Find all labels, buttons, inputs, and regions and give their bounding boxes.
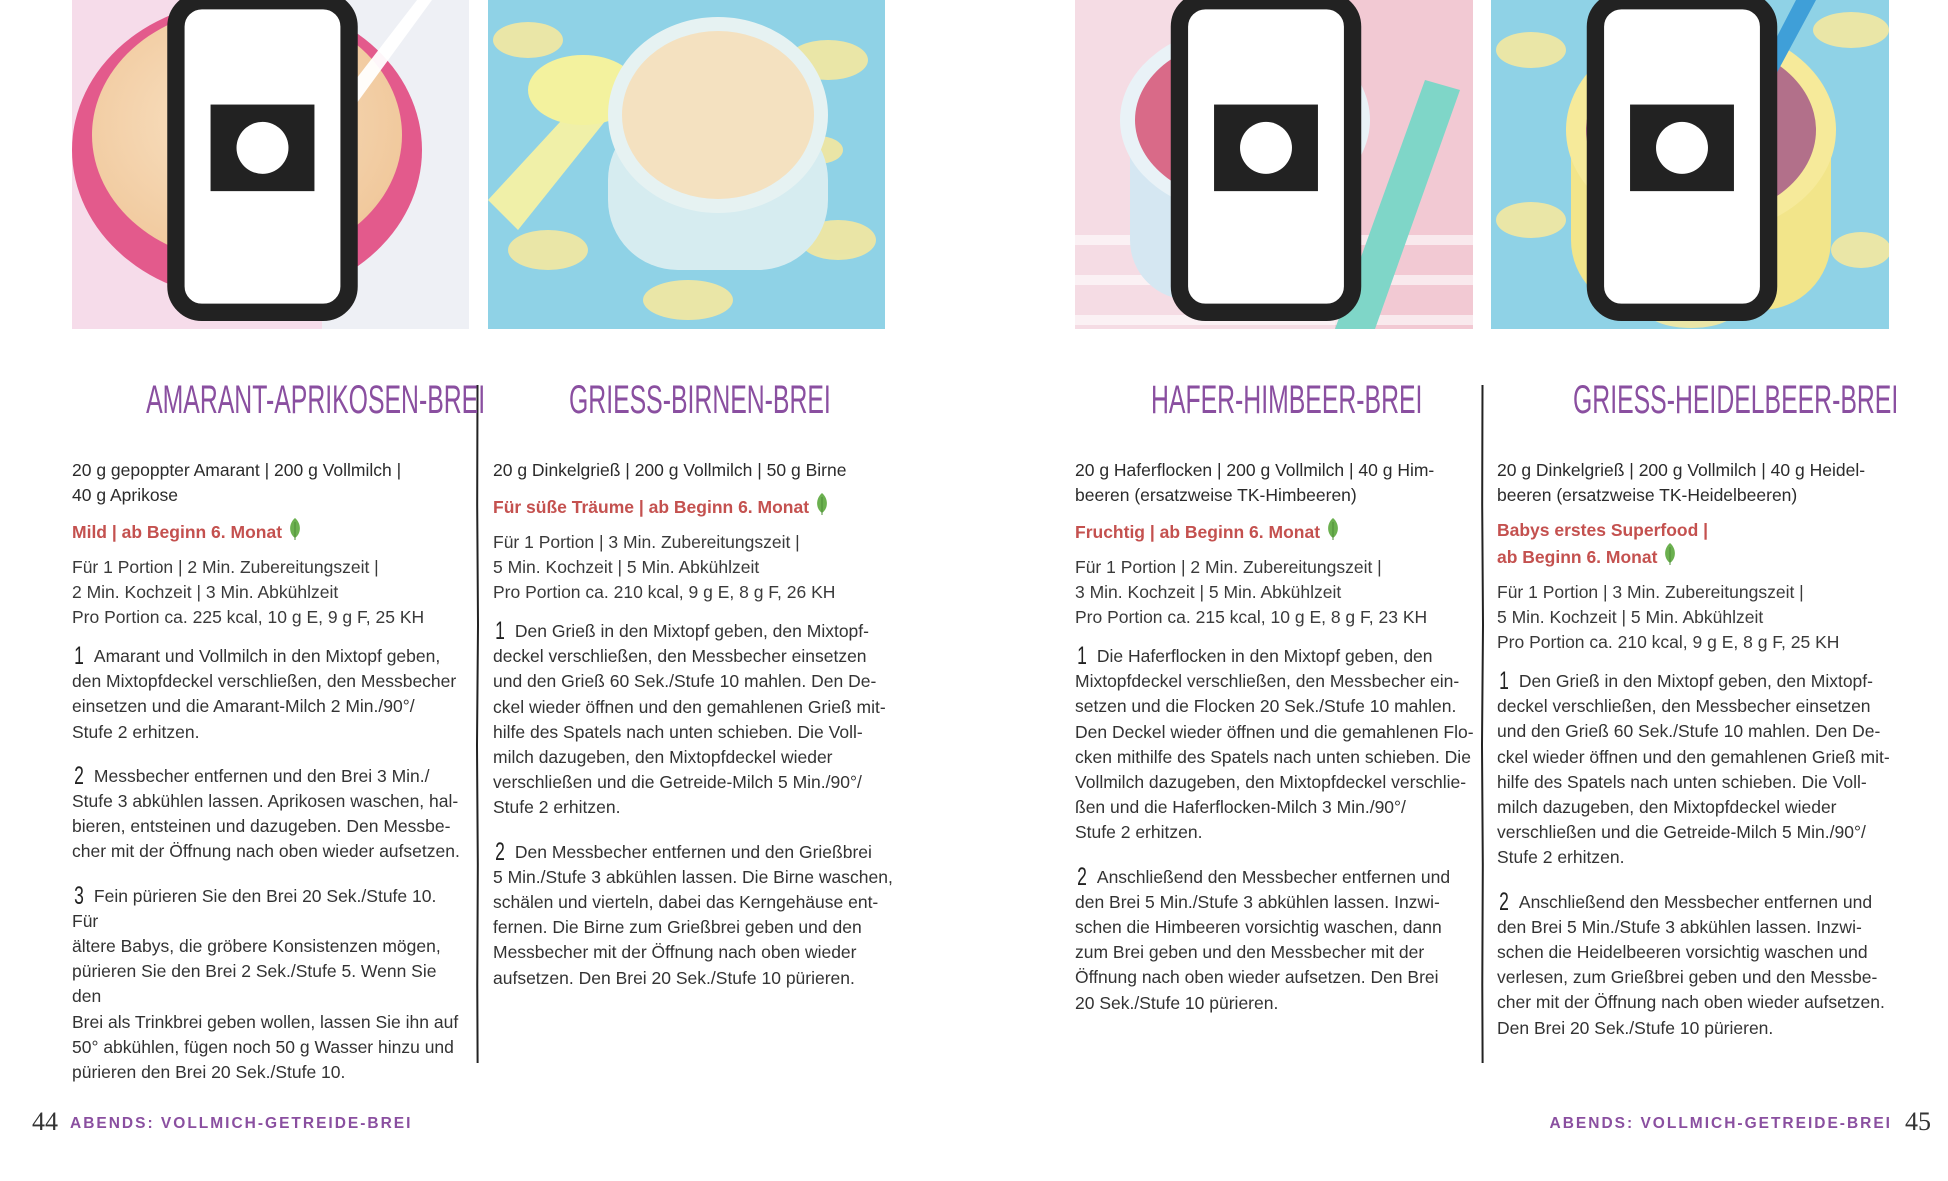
step-line	[72, 694, 462, 719]
step-text: schälen und vierteln, dabei das Kerngehäuse ent-	[493, 892, 879, 913]
step-text: Stufe 2 erhitzen.	[493, 797, 621, 818]
step-line	[1075, 644, 1475, 669]
leaf-icon	[1326, 518, 1340, 540]
step-text: ckel wieder öffnen und den gemahlenen Grieß mit-	[493, 696, 886, 717]
step-text: Die Haferflocken in den Mixtopf geben, den	[1096, 646, 1433, 666]
step-line	[493, 745, 893, 770]
step-number: 1	[1077, 642, 1087, 670]
portion-info-line: Pro Portion ca. 210 kcal, 9 g E, 8 g F, 26 KH	[493, 582, 836, 602]
step-line	[1497, 795, 1897, 820]
step-line	[72, 644, 462, 669]
ingredients-line: 20 g Haferflocken | 200 g Vollmilch | 40 g Him-	[1075, 460, 1435, 480]
step-line	[1075, 669, 1475, 694]
recipe-step	[493, 619, 893, 821]
step-line	[72, 959, 462, 1009]
recipe-title: GRIESS-BIRNEN-BREI	[569, 378, 831, 422]
step-text: Den Grieß in den Mixtopf geben, den Mixtopf-	[514, 621, 869, 641]
section-title-right: ABENDS: VOLLMICH-GETREIDE-BREI	[1549, 1115, 1892, 1132]
step-line	[1497, 745, 1897, 770]
ingredients-list	[1497, 458, 1897, 508]
ingredients-line: 20 g gepoppter Amarant | 200 g Vollmilch |	[72, 460, 402, 480]
step-line	[1075, 940, 1475, 965]
step-line	[72, 1035, 462, 1060]
tagline-line	[1497, 543, 1897, 570]
portion-info	[493, 530, 893, 605]
step-text: Anschließend den Messbecher entfernen und	[1096, 866, 1451, 887]
step-line	[1497, 990, 1897, 1015]
step-line	[1075, 991, 1475, 1016]
column-divider	[1481, 385, 1484, 1063]
recipe-step	[72, 761, 462, 865]
tagline-text: Fruchtig | ab Beginn 6. Monat	[1075, 522, 1321, 542]
step-line	[72, 814, 462, 839]
step-line	[493, 795, 893, 820]
step-text: pürieren den Brei 20 Sek./Stufe 10.	[72, 1062, 346, 1083]
page-number-right: 45	[1905, 1107, 1931, 1136]
step-text: milch dazugeben, den Mixtopfdeckel wieder	[493, 747, 833, 768]
step-text: Stufe 2 erhitzen.	[72, 721, 200, 742]
step-text: Mixtopfdeckel verschließen, den Messbecher ein-	[1075, 671, 1460, 692]
step-line	[1497, 915, 1897, 940]
step-line	[1075, 720, 1475, 745]
step-text: und den Grieß 60 Sek./Stufe 10 mahlen. Den De-	[1497, 721, 1881, 742]
recipe-hafer-himbeer	[1075, 372, 1475, 1035]
recipe-step	[1075, 644, 1475, 846]
step-line	[72, 1060, 462, 1085]
recipe-griess-heidelbeer	[1497, 372, 1897, 1060]
step-line	[1497, 940, 1897, 965]
step-text: verschließen und die Getreide-Milch 5 Min./90°/	[1497, 822, 1866, 843]
ingredients-line: beeren (ersatzweise TK-Himbeeren)	[1075, 485, 1357, 505]
step-text: Vollmilch dazugeben, den Mixtopfdeckel verschlie-	[1075, 772, 1467, 793]
step-text: setzen und die Flocken 20 Sek./Stufe 10 mahlen.	[1075, 696, 1457, 717]
step-number: 2	[1499, 887, 1509, 916]
step-text: deckel verschließen, den Messbecher einsetzen	[1497, 696, 1871, 717]
step-line	[493, 695, 893, 720]
camera-app-icon	[1491, 0, 1881, 321]
photo-hafer-himbeer	[1075, 0, 1473, 329]
step-text: pürieren Sie den Brei 2 Sek./Stufe 5. Wenn Sie den	[72, 961, 437, 1007]
portion-info-line: 5 Min. Kochzeit | 5 Min. Abkühlzeit	[493, 557, 760, 577]
tagline-line: Babys erstes Superfood |	[1497, 520, 1709, 540]
step-line	[1075, 820, 1475, 845]
portion-info-line: 3 Min. Kochzeit | 5 Min. Abkühlzeit	[1075, 582, 1342, 602]
step-text: Stufe 2 erhitzen.	[1497, 847, 1625, 868]
step-number: 1	[495, 617, 505, 645]
step-text: Messbecher entfernen und den Brei 3 Min./	[93, 765, 430, 786]
step-line	[72, 761, 462, 790]
step-text: Brei als Trinkbrei geben wollen, lassen Sie ihn auf	[72, 1011, 459, 1032]
step-text: ältere Babys, die gröbere Konsistenzen mögen,	[72, 936, 441, 957]
step-text: verlesen, zum Grießbrei geben und den Messbe-	[1497, 967, 1878, 988]
step-text: Den Deckel wieder öffnen und die gemahlenen Flo-	[1075, 721, 1474, 742]
step-line	[493, 837, 893, 866]
portion-info-line: Pro Portion ca. 215 kcal, 10 g E, 8 g F, 23 KH	[1075, 607, 1428, 627]
step-line	[493, 619, 893, 644]
step-number: 3	[74, 881, 84, 910]
step-number: 1	[1499, 667, 1509, 695]
step-line	[1497, 770, 1897, 795]
step-line	[1497, 669, 1897, 694]
section-title-left: ABENDS: VOLLMICH-GETREIDE-BREI	[70, 1115, 413, 1132]
recipe-step	[72, 881, 462, 1086]
step-text: zum Brei geben und den Messbecher mit der	[1075, 942, 1425, 963]
step-line	[493, 770, 893, 795]
recipe-title: AMARANT-APRIKOSEN-BREI	[146, 378, 486, 422]
step-text: Anschließend den Messbecher entfernen und	[1518, 891, 1873, 912]
age-tagline	[1497, 518, 1897, 570]
step-text: bieren, entsteinen und dazugeben. Den Messbe-	[72, 816, 451, 837]
step-text: verschließen und die Getreide-Milch 5 Min./90°/	[493, 772, 862, 793]
step-line	[493, 865, 893, 890]
step-line	[1075, 965, 1475, 990]
leaf-icon	[1663, 543, 1677, 565]
step-line	[1075, 862, 1475, 891]
step-line	[493, 966, 893, 991]
age-tagline	[1075, 518, 1475, 545]
recipe-step	[1497, 887, 1897, 1041]
step-line	[1075, 745, 1475, 770]
step-text: Amarant und Vollmilch in den Mixtopf geben,	[93, 646, 441, 666]
tagline-line	[1075, 518, 1475, 545]
tagline-text: Mild | ab Beginn 6. Monat	[72, 522, 283, 542]
ingredients-list	[1075, 458, 1475, 508]
photo-amarant-aprikosen	[72, 0, 469, 329]
step-text: cher mit der Öffnung nach oben wieder aufsetzen.	[1497, 992, 1885, 1013]
step-line	[72, 934, 462, 959]
step-text: Messbecher mit der Öffnung nach oben wieder	[493, 942, 857, 963]
tagline-line	[493, 493, 893, 520]
step-text: milch dazugeben, den Mixtopfdeckel wieder	[1497, 797, 1837, 818]
recipe-amarant-aprikosen	[72, 372, 486, 1104]
age-tagline	[72, 518, 462, 545]
ingredients-line: 40 g Aprikose	[72, 485, 179, 505]
step-text: fernen. Die Birne zum Grießbrei geben und den	[493, 917, 862, 938]
photo-griess-birnen	[488, 0, 885, 329]
step-line	[1497, 965, 1897, 990]
step-line	[72, 669, 462, 694]
step-line	[1075, 890, 1475, 915]
step-line	[72, 881, 462, 934]
portion-info-line: Für 1 Portion | 2 Min. Zubereitungszeit |	[1075, 557, 1382, 577]
column-divider	[476, 385, 479, 1063]
recipe-step	[493, 837, 893, 991]
step-text: cher mit der Öffnung nach oben wieder aufsetzen.	[72, 841, 460, 862]
step-line	[1497, 820, 1897, 845]
recipe-step	[72, 644, 462, 745]
portion-info-line: Für 1 Portion | 3 Min. Zubereitungszeit |	[493, 532, 800, 552]
step-text: hilfe des Spatels nach unten schieben. Die Voll-	[1497, 771, 1867, 792]
step-text: aufsetzen. Den Brei 20 Sek./Stufe 10 pürieren.	[493, 967, 855, 988]
portion-info-line: Für 1 Portion | 2 Min. Zubereitungszeit |	[72, 557, 379, 577]
page-number-left: 44	[32, 1107, 58, 1136]
step-text: einsetzen und die Amarant-Milch 2 Min./90°/	[72, 696, 415, 717]
step-text: deckel verschließen, den Messbecher einsetzen	[493, 646, 867, 667]
step-text: den Mixtopfdeckel verschließen, den Messbecher	[72, 671, 457, 692]
leaf-icon	[815, 493, 829, 515]
step-line	[1497, 1016, 1897, 1041]
ingredients-line: 20 g Dinkelgrieß | 200 g Vollmilch | 40 g Heidel-	[1497, 460, 1866, 480]
age-tagline	[493, 493, 893, 520]
ingredients-list	[72, 458, 462, 508]
step-line	[493, 940, 893, 965]
step-number: 2	[495, 837, 505, 866]
step-text: Öffnung nach oben wieder aufsetzen. Den Brei	[1075, 967, 1439, 988]
step-line	[1075, 770, 1475, 795]
photo-griess-heidelbeer	[1491, 0, 1889, 329]
step-text: Den Grieß in den Mixtopf geben, den Mixtopf-	[1518, 671, 1873, 691]
step-line	[1075, 694, 1475, 719]
step-line	[493, 669, 893, 694]
portion-info-line: Für 1 Portion | 3 Min. Zubereitungszeit |	[1497, 582, 1804, 602]
step-text: Den Messbecher entfernen und den Grießbrei	[514, 841, 872, 862]
step-number: 2	[74, 761, 84, 790]
ingredients-line: 20 g Dinkelgrieß | 200 g Vollmilch | 50 g Birne	[493, 460, 847, 480]
step-text: den Brei 5 Min./Stufe 3 abkühlen lassen. Inzwi-	[1497, 916, 1862, 937]
portion-info	[1497, 580, 1897, 655]
step-line	[493, 720, 893, 745]
step-number: 1	[74, 642, 84, 670]
step-text: hilfe des Spatels nach unten schieben. Die Voll-	[493, 721, 863, 742]
leaf-icon	[288, 518, 302, 540]
step-text: schen die Himbeeren vorsichtig waschen, dann	[1075, 917, 1442, 938]
step-text: Stufe 2 erhitzen.	[1075, 822, 1203, 843]
step-line	[1497, 719, 1897, 744]
step-text: 5 Min./Stufe 3 abkühlen lassen. Die Birne waschen,	[493, 866, 893, 887]
tagline-line	[72, 518, 462, 545]
portion-info	[1075, 555, 1475, 630]
step-line	[72, 839, 462, 864]
step-line	[1075, 915, 1475, 940]
step-line	[1497, 845, 1897, 870]
step-line	[72, 720, 462, 745]
step-text: schen die Heidelbeeren vorsichtig waschen und	[1497, 942, 1868, 963]
step-line	[72, 1010, 462, 1035]
step-text: 20 Sek./Stufe 10 pürieren.	[1075, 992, 1279, 1013]
step-text: ckel wieder öffnen und den gemahlenen Grieß mit-	[1497, 746, 1890, 767]
step-text: Fein pürieren Sie den Brei 20 Sek./Stufe 10. Für	[72, 885, 437, 931]
step-line	[493, 644, 893, 669]
step-text: und den Grieß 60 Sek./Stufe 10 mahlen. Den De-	[493, 671, 877, 692]
camera-app-icon	[72, 0, 461, 321]
tagline-text: Für süße Träume | ab Beginn 6. Monat	[493, 497, 810, 517]
portion-info	[72, 555, 462, 630]
step-line	[1497, 694, 1897, 719]
recipe-griess-birnen	[493, 372, 893, 1010]
step-line	[493, 915, 893, 940]
recipe-title: HAFER-HIMBEER-BREI	[1151, 378, 1423, 422]
step-line	[493, 890, 893, 915]
portion-info-line: 2 Min. Kochzeit | 3 Min. Abkühlzeit	[72, 582, 339, 602]
portion-info-line: Pro Portion ca. 210 kcal, 9 g E, 8 g F, 25 KH	[1497, 632, 1840, 652]
step-number: 2	[1077, 862, 1087, 891]
step-line	[1497, 887, 1897, 916]
step-line	[72, 789, 462, 814]
recipe-step	[1497, 669, 1897, 871]
step-text: ßen und die Haferflocken-Milch 3 Min./90°/	[1075, 797, 1406, 818]
camera-app-icon	[1075, 0, 1465, 321]
step-text: den Brei 5 Min./Stufe 3 abkühlen lassen. Inzwi-	[1075, 891, 1440, 912]
step-text: Stufe 3 abkühlen lassen. Aprikosen waschen, hal-	[72, 791, 459, 812]
recipe-title: GRIESS-HEIDELBEER-BREI	[1573, 378, 1899, 422]
step-line	[1075, 795, 1475, 820]
portion-info-line: 5 Min. Kochzeit | 5 Min. Abkühlzeit	[1497, 607, 1764, 627]
ingredients-line: beeren (ersatzweise TK-Heidelbeeren)	[1497, 485, 1798, 505]
step-text: cken mithilfe des Spatels nach unten schieben. Die	[1075, 746, 1471, 767]
ingredients-list	[493, 458, 893, 483]
portion-info-line: Pro Portion ca. 225 kcal, 10 g E, 9 g F, 25 KH	[72, 607, 425, 627]
tagline-text: ab Beginn 6. Monat	[1497, 547, 1658, 567]
recipe-step	[1075, 862, 1475, 1016]
step-text: 50° abkühlen, fügen noch 50 g Wasser hinzu und	[72, 1036, 454, 1057]
step-text: Den Brei 20 Sek./Stufe 10 pürieren.	[1497, 1017, 1774, 1038]
